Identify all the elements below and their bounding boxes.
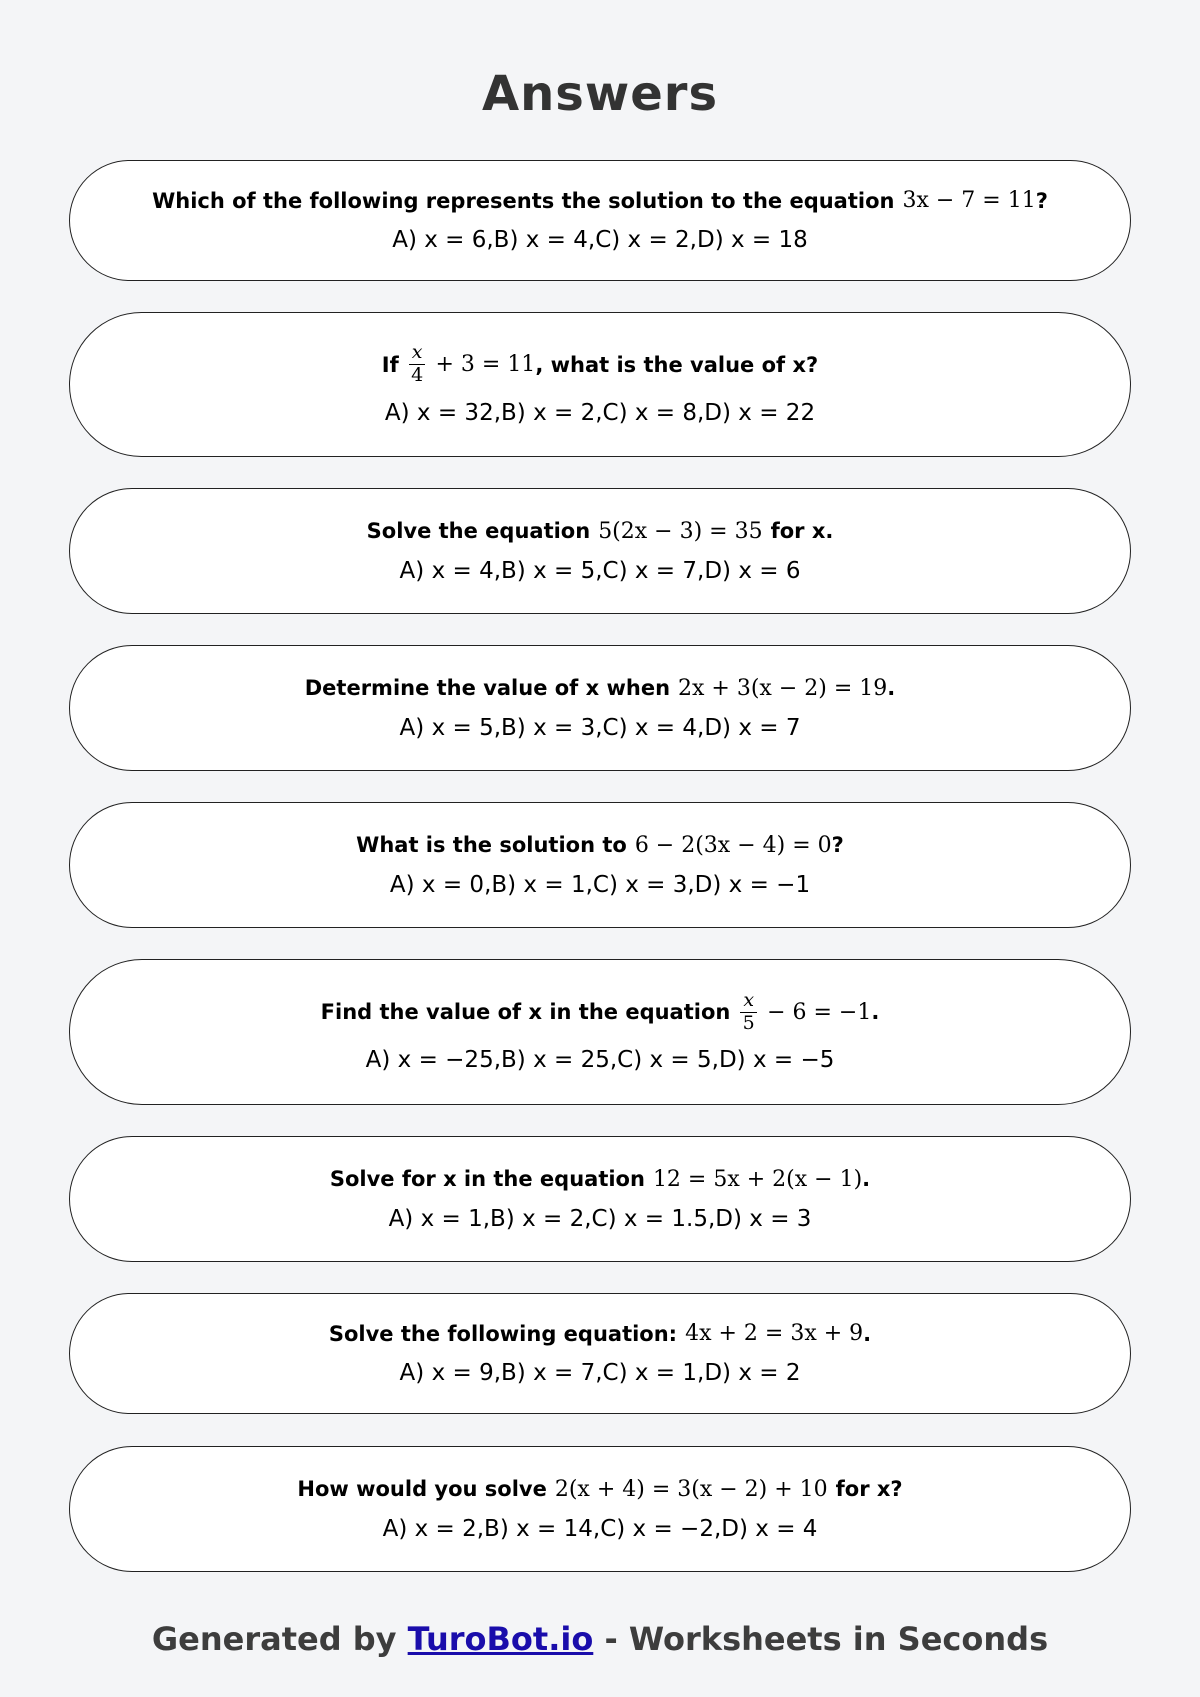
answer-options: A) x = 2,B) x = 14,C) x = −2,D) x = 4 bbox=[382, 1515, 818, 1542]
question-card bbox=[69, 1136, 1131, 1262]
question-card bbox=[69, 645, 1131, 771]
question-text: Determine the value of x when 2x + 3(x − 2) = 19 . bbox=[304, 675, 896, 701]
question-card bbox=[69, 160, 1131, 281]
footer: Generated by TuroBot.io - Worksheets in Seconds bbox=[151, 1620, 1049, 1658]
question-text: What is the solution to 6 − 2(3x − 4) = 0 ? bbox=[356, 832, 844, 858]
answer-options: A) x = 5,B) x = 3,C) x = 4,D) x = 7 bbox=[399, 714, 801, 741]
answer-options: A) x = 6,B) x = 4,C) x = 2,D) x = 18 bbox=[392, 227, 808, 253]
page-title: Answers bbox=[481, 66, 719, 122]
question-text: If $\frac{x}{4}$ + 3 = 11 , what is the value of x? bbox=[381, 341, 819, 386]
question-card bbox=[69, 1293, 1131, 1414]
question-card bbox=[69, 802, 1131, 928]
answer-options: A) x = −25,B) x = 25,C) x = 5,D) x = −5 bbox=[365, 1047, 835, 1074]
fraction: $\frac{x}{5}$ bbox=[740, 991, 757, 1034]
question-card bbox=[69, 1446, 1131, 1572]
question-card bbox=[69, 312, 1131, 457]
question-text: Solve for x in the equation 12 = 5x + 2(x − 1) . bbox=[329, 1166, 871, 1192]
answer-options: A) x = 0,B) x = 1,C) x = 3,D) x = −1 bbox=[389, 871, 811, 898]
question-text: Which of the following represents the solution to the equation 3x − 7 = 11 ? bbox=[152, 188, 1048, 213]
answer-options: A) x = 32,B) x = 2,C) x = 8,D) x = 22 bbox=[384, 399, 816, 426]
question-text: Find the value of x in the equation $\frac{x}{5}$ − 6 = −1 . bbox=[320, 988, 880, 1034]
answer-options: A) x = 9,B) x = 7,C) x = 1,D) x = 2 bbox=[399, 1360, 801, 1386]
question-text: Solve the equation 5(2x − 3) = 35 for x. bbox=[366, 518, 834, 544]
question-card bbox=[69, 488, 1131, 614]
fraction: $\frac{x}{4}$ bbox=[409, 343, 426, 386]
question-text: How would you solve 2(x + 4) = 3(x − 2) + 10 for x? bbox=[297, 1476, 903, 1502]
turobot-link[interactable]: TuroBot.io bbox=[407, 1620, 594, 1658]
question-text: Solve the following equation: 4x + 2 = 3x + 9 . bbox=[328, 1321, 872, 1346]
answer-options: A) x = 1,B) x = 2,C) x = 1.5,D) x = 3 bbox=[388, 1205, 812, 1232]
answer-options: A) x = 4,B) x = 5,C) x = 7,D) x = 6 bbox=[399, 557, 801, 584]
question-card bbox=[69, 959, 1131, 1105]
